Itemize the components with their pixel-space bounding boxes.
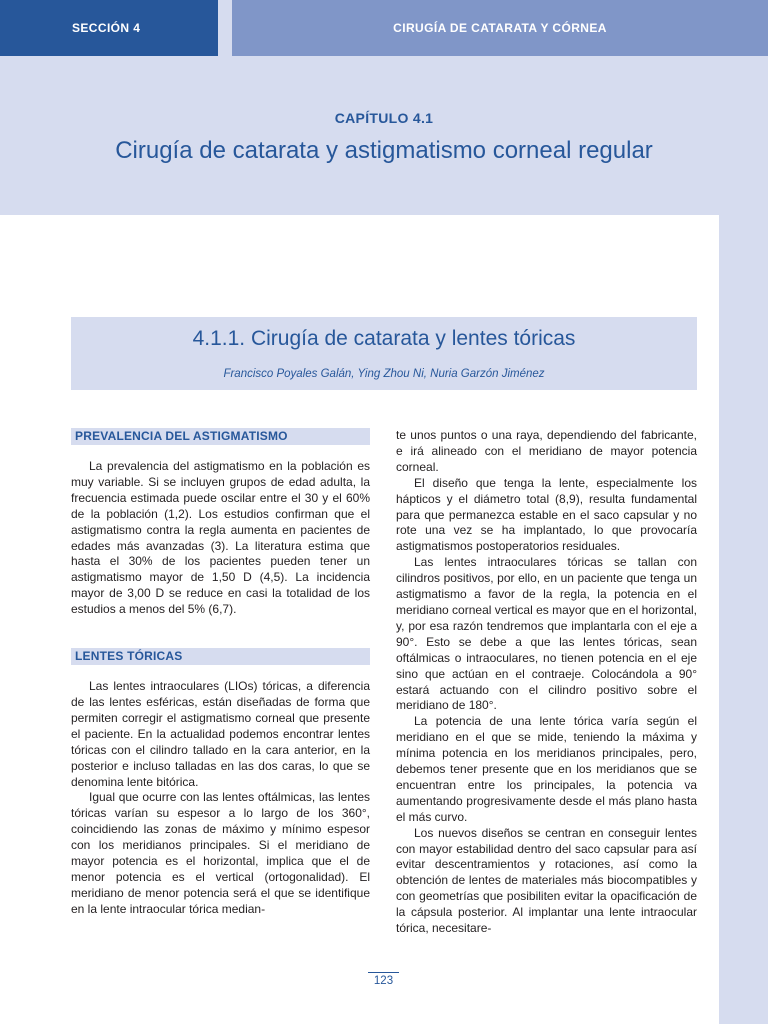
paragraph: Las lentes intraoculares (LIOs) tóricas, a diferencia de las lentes esféricas, están diseñadas de forma que permiten corregir el astigmatismo corneal que presente el paciente. En la actualidad podemos encontrar lentes tóricas con el cilindro tallado en la cara anterior, en la posterior e incluso talladas en las dos caras, lo que se denomina lente bitórica. — [71, 679, 370, 789]
chapter-title: Cirugía de catarata y astigmatismo corneal regular — [115, 137, 653, 164]
section-label: SECCIÓN 4 — [0, 0, 218, 56]
paragraph: El diseño que tenga la lente, especialmente los hápticos y el diámetro total (8,9), resulta fundamental para que permanezca estable en el saco capsular y no rote una vez se ha implantado, lo que provocaría astigmatismos postoperatorios residuales. — [396, 475, 697, 554]
heading-prevalencia: PREVALENCIA DEL ASTIGMATISMO — [71, 428, 370, 445]
heading-lentes-toricas: LENTES TÓRICAS — [71, 648, 370, 665]
section-title: 4.1.1. Cirugía de catarata y lentes tóricas — [192, 327, 576, 350]
paragraph: Las lentes intraoculares tóricas se tallan con cilindros positivos, por ello, en un paciente que tenga un astigmatismo a favor de la regla, la potencia en el meridiano corneal vertical es mayor que en el horizontal, y, por esa razón tendremos que implantarla con el eje a 90°. Esto se debe a que las lentes tóricas, sean oftálmicas o intraoculares, no tienen potencia en el eje sino que actúan en el contraeje. Colocándola a 90° estará actuando con el cilindro positivo sobre el meridiano de 180°. — [396, 555, 697, 713]
section-title-header: CIRUGÍA DE CATARATA Y CÓRNEA — [232, 0, 768, 56]
right-column — [396, 428, 697, 937]
paragraph: La prevalencia del astigmatismo en la población es muy variable. Si se incluyen grupos de edad adulta, la frecuencia estimada puede oscilar entre el 30 y el 60% de la población (1,2). Los estudios confirman que el astigmatismo contra la regla aumenta en pacientes de edades más avanzadas (3). La literatura estima que hasta el 30% de los pacientes pueden tener un astigmatismo mayor de 1,50 D (4,5). La incidencia mayor de 3,00 D se reduce en casi la totalidad de los estudios a menos del 5% (6,7). — [71, 459, 370, 617]
paragraph: La potencia de una lente tórica varía según el meridiano en el que se mide, teniendo la máxima y mínima potencia en los meridianos principales, pero, debemos tener presente que en los meridianos que se encuentran entre los principales, la potencia va aumentando progresivamente desde el más plano hasta el más curvo. — [396, 714, 697, 824]
page-number: 123 — [368, 972, 399, 987]
chapter-label: CAPÍTULO 4.1 — [334, 110, 434, 126]
section-heading-box — [71, 317, 697, 390]
paragraph: Los nuevos diseños se centran en conseguir lentes con mayor estabilidad dentro del saco capsular para así evitar descentramientos y rotaciones, así como la obtención de lentes de materiales más biocompatibles y con geometrías que posibiliten evitar la opacificación de la cápsula posterior. Al implantar una lente intraocular tórica, necesitare- — [396, 825, 697, 936]
paragraph: Igual que ocurre con las lentes oftálmicas, las lentes tóricas varían su espesor a lo largo de los 360°, coincidiendo las zonas de máximo y mínimo espesor con los meridianos principales. Si el meridiano de mayor potencia es el horizontal, implica que el de menor potencia es el vertical (ortogonalidad). El meridiano de menor potencia será el que se identifique en la lente intraocular tórica median- — [71, 790, 370, 916]
authors: Francisco Poyales Galán, Ying Zhou Ni, Nuria Garzón Jiménez — [223, 368, 545, 380]
paragraph: te unos puntos o una raya, dependiendo del fabricante, e irá alineado con el meridiano de mayor potencia corneal. — [396, 428, 697, 474]
left-column — [71, 428, 370, 918]
